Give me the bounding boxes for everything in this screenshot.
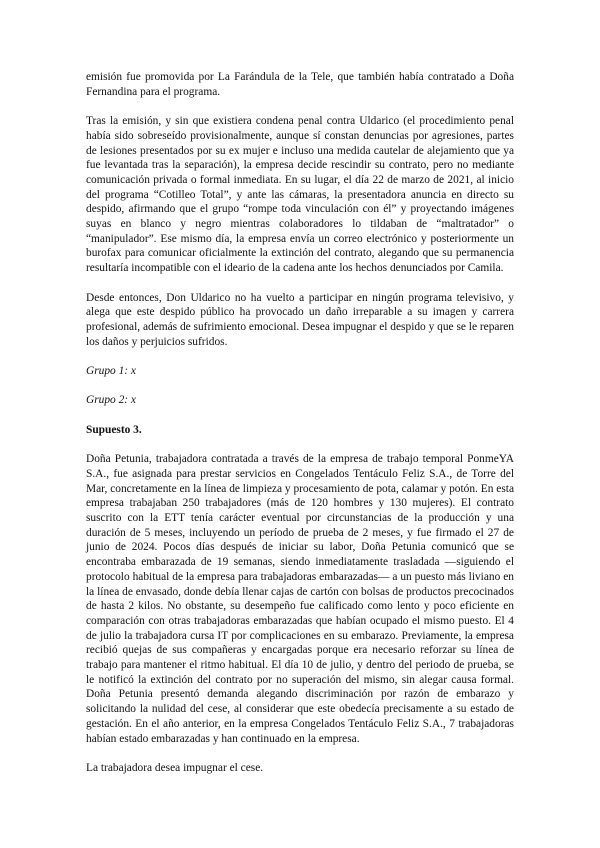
group-2-line: Grupo 2: x	[86, 394, 136, 407]
paragraph-final: La trabajadora desea impugnar el cese.	[86, 761, 264, 774]
group-1-line: Grupo 1: x	[86, 365, 136, 378]
paragraph-continuation: emisión fue promovida por La Farándula de la Tele, que también había contratado a Doña Fernandina para el programa.	[86, 71, 514, 98]
paragraph-petunia: Doña Petunia, trabajadora contratada a través de la empresa de trabajo temporal PonmeYA S.A., fue asignada para prestar servicios en Congelados Tentáculo Feliz S.A., de Torre del Mar, concretamente en la línea de limpieza y procesamiento de pota, calamar y potón. En esta empresa trabajaban 250 trabajadores (más de 120 hombres y 130 mujeres). El contrato suscrito con la ETT tenía carácter eventual por circunstancias de la producción y una duración de 5 meses, incluyendo un período de prueba de 2 meses, y fue firmado el 27 de junio de 2024. Pocos días después de iniciar su labor, Doña Petunia comunicó que se encontraba embarazada de 19 semanas, siendo inmediatamente trasladada —siguiendo el protocolo habitual de la empresa para trabajadoras embarazadas— a un puesto más liviano en la línea de envasado, donde debía llenar cajas de cartón con bolsas de productos precocinados de hasta 2 kilos. No obstante, su desempeño fue calificado como lento y poco eficiente en comparación con otras trabajadoras embarazadas que habían ocupado el mismo puesto. El 4 de julio la trabajadora cursa IT por complicaciones en su embarazo. Previamente, la empresa recibió quejas de sus compañeras y encargadas porque era necesario reforzar su línea de trabajo para mantener el ritmo habitual. El día 10 de julio, y dentro del periodo de prueba, se le notificó la extinción del contrato por no superación del mismo, sin alegar causa formal. Doña Petunia presentó demanda alegando discriminación por razón de embarazo y solicitando la nulidad del cese, al considerar que este obedecía precisamente a su estado de gestación. En el año anterior, en la empresa Congelados Tentáculo Feliz S.A., 7 trabajadoras habían estado embarazadas y han continuado en la empresa.	[86, 453, 514, 745]
paragraph-emission: Tras la emisión, y sin que existiera condena penal contra Uldarico (el procedimiento penal había sido sobreseído provisionalmente, aunque sí constan denuncias por agresiones, partes de lesiones presentados por su ex mujer e incluso una medida cautelar de alejamiento que ya fue levantada tras la separación), la empresa decide rescindir su contrato, pero no mediante comunicación privada o formal inmediata. En su lugar, el día 22 de marzo de 2021, al inicio del programa “Cotilleo Total”, y ante las cámaras, la presentadora anuncia en directo su despido, afirmando que el grupo “rompe toda vinculación con él” y proyectando imágenes suyas en blanco y negro mientras colaboradores lo tildaban de “maltratador” o “manipulador”. Ese mismo día, la empresa envía un correo electrónico y posteriormente un burofax para comunicar oficialmente la extinción del contrato, alegando que su permanencia resultaría incompatible con el ideario de la cadena ante los hechos denunciados por Camila.	[86, 115, 514, 275]
section-heading: Supuesto 3.	[86, 423, 142, 436]
paragraph-since: Desde entonces, Don Uldarico no ha vuelto a participar en ningún programa televisivo, y alega que este despido público ha provocado un daño irreparable a su imagen y carrera profesional, además de sufrimiento emocional. Desea impugnar el despido y que se le reparen los daños y perjuicios sufridos.	[86, 291, 514, 348]
document-page	[86, 70, 514, 790]
